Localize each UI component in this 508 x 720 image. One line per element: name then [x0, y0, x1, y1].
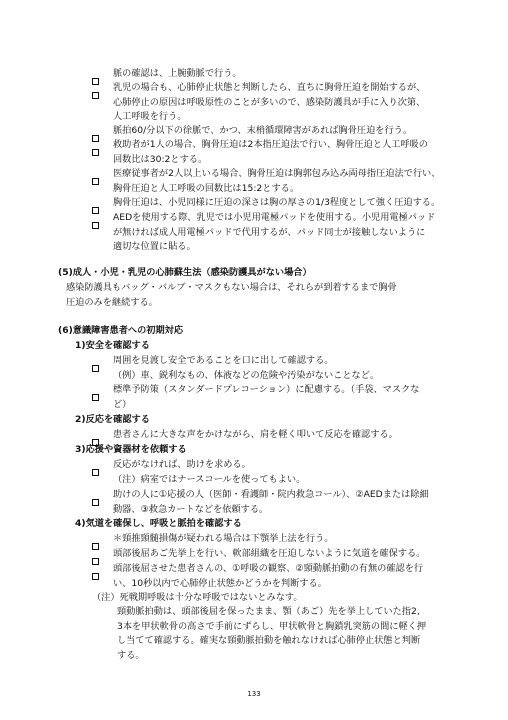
section-heading: (6)意識障害患者への初期対応 — [58, 325, 184, 336]
checkbox-bullet-icon — [92, 357, 99, 376]
checkbox-bullet-icon — [92, 170, 99, 189]
text-line: 医療従事者が2人以上いる場合、胸骨圧迫は胸郭包み込み両母指圧迫法で行い、 — [113, 168, 441, 179]
text-line: 圧迫のみを継続する。 — [66, 296, 158, 308]
text-line: 反応がなければ、助けを求める。 — [113, 459, 251, 470]
text-line: ど） — [113, 398, 132, 410]
text-line: 患者さんに大きな声をかけながら、肩を軽く叩いて反応を確認する。 — [113, 429, 398, 440]
text-line: AEDを使用する際、乳児では小児用電極パッドを使用する。小児用電極パッド — [113, 212, 436, 223]
text-line: 乳児の場合も、心肺停止状態と判断したら、直ちに胸骨圧迫を開始するが、 — [113, 82, 426, 93]
checkbox-bullet-icon — [92, 461, 99, 480]
checkbox-bullet-icon — [92, 214, 99, 233]
text-line: が無ければ成人用電極パッドで代用するが、パッド同士が接触しないように — [113, 226, 426, 238]
text-line: （例）車、鋭利なもの、体液などの危険や汚染がないことなど。 — [113, 369, 380, 381]
checkbox-bullet-icon — [92, 141, 99, 160]
text-line: 心肺停止の原因は呼吸原性のことが多いので、感染防護具が手に入り次第、 — [113, 96, 426, 108]
text-line: し当てて確認する。確実な頸動脈拍動を触れなければ心肺停止状態と判断 — [117, 635, 421, 646]
checkbox-bullet-icon — [92, 565, 99, 584]
text-line: 3本を甲状軟骨の高さで手前にずらし、甲状軟骨と胸鎖乳突筋の間に軽く押 — [117, 620, 427, 632]
text-line: 人工呼吸を行う。 — [113, 111, 187, 122]
text-line: 助けの人に①応援の人（医師・看護師・院内救急コール）、②AEDまたは除細 — [113, 489, 429, 500]
checkbox-bullet-icon — [92, 84, 99, 103]
text-line: 胸骨圧迫と人工呼吸の回数比は15:2とする。 — [113, 182, 300, 194]
text-line: 脈拍60/分以下の徐脈で、かつ、末梢循環障害があれば胸骨圧迫を行う。 — [113, 125, 413, 136]
page-number: 133 — [247, 690, 261, 698]
text-line: い、10秒以内で心肺停止状態かどうかを判断する。 — [113, 577, 327, 589]
section-heading: 1)安全を確認する — [75, 340, 150, 351]
text-line: （注）病室ではナースコールを使ってもよい。 — [113, 473, 306, 485]
text-line: 動器、③救急カートなどを依頼する。 — [113, 503, 269, 515]
text-line: する。 — [117, 649, 145, 661]
text-line: 頸動脈拍動は、頭部後屈を保ったまま、顎（あご）先を挙上していた指2, — [117, 606, 420, 617]
section-heading: 2)反応を確認する — [75, 414, 150, 425]
section-heading: 4)気道を確保し、呼吸と脈拍を確認する — [75, 518, 242, 529]
text-line: 感染防護具もバッグ・バルブ・マスクもない場合は、それらが到着するまで胸骨 — [66, 282, 397, 293]
text-line: 回数比は30:2とする。 — [113, 153, 208, 165]
text-line: ＊頸推頸髄損傷が疑われる場合は下顎挙上法を行う。 — [113, 533, 334, 544]
section-heading: (5)成人・小児・乳児の心肺蘇生法（感染防護具がない場合） — [58, 267, 312, 278]
text-line: 脈の確認は、上腕動脈で行う。 — [113, 68, 242, 79]
text-line: 標準予防策（スタンダードプレコーション）に配慮する。（手袋、マスクな — [113, 384, 420, 395]
text-line: 適切な位置に貼る。 — [113, 241, 196, 252]
text-line: （注）死戦期呼吸は十分な呼吸ではないとみなす。 — [92, 592, 303, 603]
checkbox-bullet-icon — [92, 386, 99, 405]
text-line: 救助者が1人の場合、胸骨圧迫は2本指圧迫法で行い、胸骨圧迫と人工呼吸の — [113, 139, 428, 150]
section-heading: 3)応援や資器材を依頼する — [75, 444, 187, 455]
text-line: 周囲を見渡し安全であることを口に出して確認する。 — [113, 355, 334, 366]
text-line: 胸骨圧迫は、小児同様に圧迫の深さは胸の厚さの1/3程度として強く圧迫する。 — [113, 197, 441, 208]
checkbox-bullet-icon — [92, 491, 99, 510]
text-line: 頭部後屈させた患者さんの、①呼吸の観察、②頸動脈拍動の有無の確認を行 — [113, 563, 424, 574]
text-line: 頭部後屈あご先挙上を行い、軟部組織を圧迫しないように気道を確保する。 — [113, 548, 426, 559]
